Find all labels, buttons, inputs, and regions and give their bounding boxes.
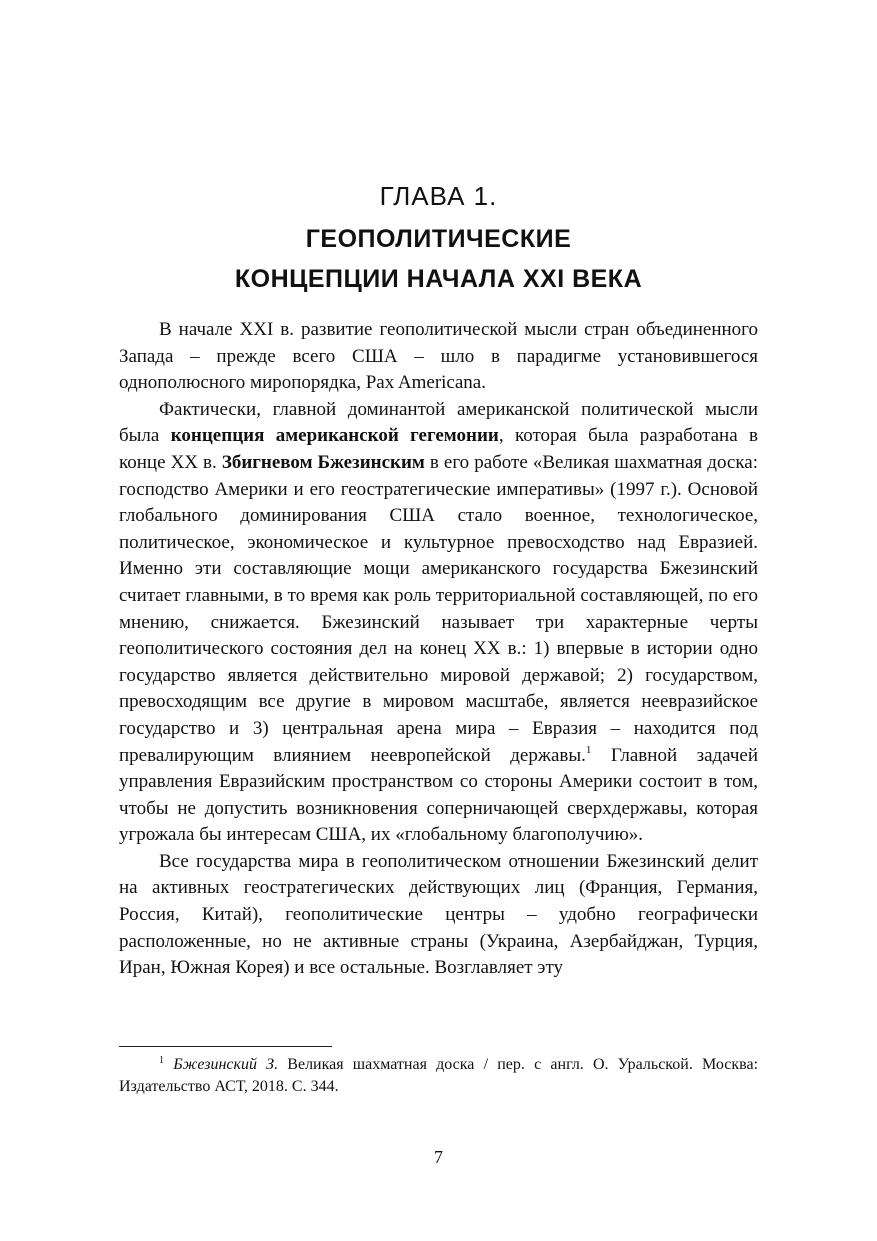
footnote-divider — [119, 1046, 332, 1047]
chapter-title-line-1: ГЕОПОЛИТИЧЕСКИЕ — [305, 225, 572, 253]
paragraph-2-text-2: , которая была разработана в конце XX в. — [119, 425, 758, 473]
paragraph-1: В начале XXI в. развитие геополитической мысли стран объединенного Запада – прежде всего США – шло в парадигме установившегося однополюсного миропорядка, Pax Americana. — [119, 319, 758, 394]
paragraph-2 — [119, 397, 758, 849]
paragraph-2-text-3: в его работе «Великая шахматная доска: господство Америки и его геостратегические императивы» (1997 г.). Основой глобального доминирования США стало военное, технологическое, политическое, экономическое и культурное превосходство над Евразией. Именно эти составляющие мощи американского государства Бжезинский считает главными, в то время как роль территориальной составляющей, по его мнению, снижается. Бжезинский называет три характерные черты геополитического состояния дел на конец XX в.: 1) впервые в истории одно государство является действительно мировой державой; 2) государством, превосходящим все другие в мировом масштабе, является неевразийское государство и 3) центральная арена мира – Евразия – находится под превалирующим влиянием неевропейской державы. — [119, 451, 759, 766]
term-hegemony-concept: концепция американской гегемонии — [170, 425, 499, 447]
chapter-title-line-2: КОНЦЕПЦИИ НАЧАЛА XXI ВЕКА — [234, 265, 643, 293]
chapter-title — [0, 219, 877, 299]
paragraph-2-text-1: Фактически, главной доминантой американской политической мысли была — [119, 398, 758, 447]
paragraph-3: Все государства мира в геополитическом отношении Бжезинский делит на активных геостратегических действующих лиц (Франция, Германия, Россия, Китай), геополитические центры – удобно географически расположенные, но не активные страны (Украина, Азербайджан, Турция, Иран, Южная Корея) и все остальные. Возглавляет эту — [119, 850, 758, 979]
chapter-label: ГЛАВА 1. — [379, 181, 498, 211]
paragraph-2-text-4: Главной задачей управления Евразийским пространством со стороны Америки состоит в том, чтобы не допустить возникновения соперничающей сверхдержавы, которая угрожала бы интересам США, их «глобальному благополучию». — [119, 744, 759, 846]
body-text — [119, 317, 758, 982]
footnote-text: Великая шахматная доска / пер. с англ. О. Уральской. Москва: Издательство АСТ, 2018. С. 344. — [119, 1056, 759, 1095]
footnote-author: Бжезинский З. — [173, 1056, 279, 1073]
footnote — [119, 1054, 758, 1098]
author-name-brzezinski: Збигневом Бжезинским — [221, 451, 425, 473]
footnote-number: 1 — [159, 1055, 164, 1066]
footnote-reference[interactable]: 1 — [585, 743, 592, 756]
page-number: 7 — [434, 1147, 443, 1167]
